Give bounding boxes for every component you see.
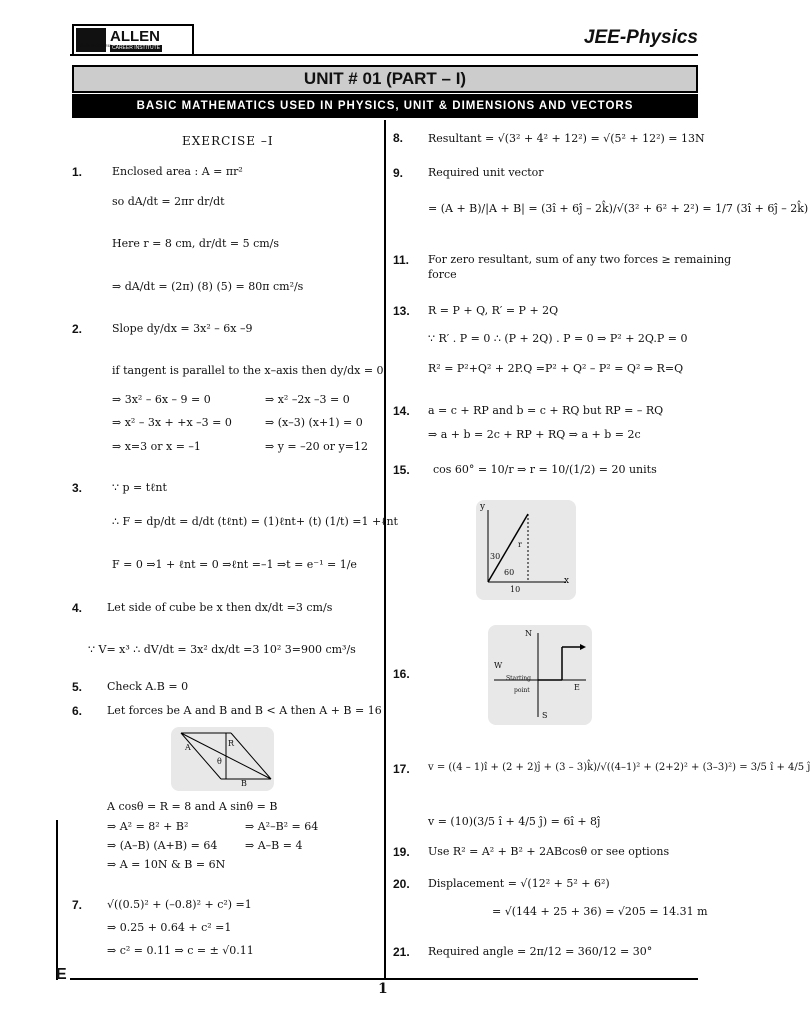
q6-line3: ⇒ A = 10N & B = 6N	[107, 858, 226, 871]
q15-line1: cos 60° = 10/r ⇒ r = 10/(1/2) = 20 units	[433, 463, 657, 476]
q14-line2: ⇒ a + b = 2c + RP + RQ ⇒ a + b = 2c	[428, 428, 641, 441]
q9-line1: Required unit vector	[428, 166, 544, 179]
q14-number: 14.	[393, 404, 410, 418]
q16-fig-point: point	[514, 687, 530, 694]
q1-line1: Enclosed area : A = πr²	[112, 165, 243, 178]
q2-step-a3: ⇒ x=3 or x = –1	[112, 440, 201, 453]
q15-fig-10: 10	[510, 585, 521, 594]
q13-line3: R² = P²+Q² + 2P.Q =P² + Q² – P² = Q² ⇒ R=Q	[428, 362, 684, 375]
q5-number: 5.	[72, 680, 83, 694]
q3-number: 3.	[72, 481, 83, 495]
q15-fig-x: x	[564, 576, 570, 586]
q19-line1: Use R² = A² + B² + 2ABcosθ or see options	[428, 845, 670, 858]
q16-fig-e: E	[574, 683, 580, 692]
q21-line1: Required angle = 2π/12 = 360/12 = 30°	[428, 945, 653, 958]
unit-title: UNIT # 01 (PART – I)	[72, 65, 698, 93]
q5-line1: Check A.B = 0	[107, 680, 189, 693]
q3-line1: ∵ p = tℓnt	[112, 481, 167, 494]
q7-number: 7.	[72, 898, 83, 912]
q2-line1: Slope dy/dx = 3x² – 6x –9	[112, 322, 253, 335]
logo-subtitle: CAREER INSTITUTE	[112, 44, 161, 51]
footer-divider	[70, 978, 698, 980]
q6-line1: Let forces be A and B and B < A then A + B = 16	[107, 704, 382, 717]
q2-step-b2: ⇒ (x–3) (x+1) = 0	[265, 416, 363, 429]
edge-letter: E	[56, 966, 67, 983]
q14-line1: a = c + RP and b = c + RQ but RP = – RQ	[428, 404, 664, 417]
q20-number: 20.	[393, 877, 410, 891]
q6-triangle-diagram	[171, 727, 274, 791]
q2-step-a1: ⇒ 3x² – 6x – 9 = 0	[112, 393, 211, 406]
q6-vector-figure	[171, 727, 274, 791]
q6-step-b1: ⇒ A²–B² = 64	[245, 820, 319, 833]
q15-fig-30: 30	[490, 552, 501, 561]
q6-fig-label-r: R	[228, 739, 235, 748]
q7-line3: ⇒ c² = 0.11 ⇒ c = ± √0.11	[107, 944, 254, 957]
q16-fig-s: S	[542, 711, 548, 720]
q16-fig-starting: Starting	[506, 675, 532, 682]
q2-step-a2: ⇒ x² – 3x + +x –3 = 0	[112, 416, 232, 429]
q13-line2: ∵ R′ . P = 0 ∴ (P + 2Q) . P = 0 ⇒ P² + 2Q.P = 0	[428, 332, 688, 345]
q1-line2: so dA/dt = 2πr dr/dt	[112, 195, 225, 208]
q17-line2: v = (10)(3/5 î + 4/5 ĵ) = 6î + 8ĵ	[428, 815, 601, 828]
q20-line2: = √(144 + 25 + 36) = √205 = 14.31 m	[492, 905, 708, 918]
q6-step-a2: ⇒ (A–B) (A+B) = 64	[107, 839, 218, 852]
q16-fig-n: N	[525, 629, 532, 638]
q2-step-b3: ⇒ y = –20 or y=12	[265, 440, 368, 453]
q4-number: 4.	[72, 601, 83, 615]
q17-number: 17.	[393, 762, 410, 776]
allen-logo	[72, 24, 194, 56]
q17-line1: v = ((4 – 1)î + (2 + 2)ĵ + (3 – 3)k̂)/√((4–1)² + (2+2)² + (3–3)²) = 3/5 î + 4/5 ĵ	[428, 762, 810, 773]
q15-number: 15.	[393, 463, 410, 477]
q16-compass-diagram	[488, 625, 592, 725]
q6-line2: A cosθ = R = 8 and A sinθ = B	[107, 800, 278, 813]
q4-line1: Let side of cube be x then dx/dt =3 cm/s	[107, 601, 333, 614]
page-number: 1	[378, 981, 388, 997]
q19-number: 19.	[393, 845, 410, 859]
q7-line2: ⇒ 0.25 + 0.64 + c² =1	[107, 921, 232, 934]
q6-fig-label-b: B	[241, 779, 247, 788]
q20-line1: Displacement = √(12² + 5² + 6²)	[428, 877, 610, 890]
q6-fig-label-a: A	[185, 743, 191, 752]
header-divider	[70, 54, 698, 56]
q4-line2: ∵ V= x³ ∴ dV/dt = 3x² dx/dt =3 10² 3=900 cm³/s	[88, 643, 356, 656]
q1-number: 1.	[72, 165, 83, 179]
q7-line1: √((0.5)² + (–0.8)² + c²) =1	[107, 898, 252, 911]
q3-line3: F = 0 ⇒1 + ℓnt = 0 ⇒ℓnt =–1 ⇒t = e⁻¹ = 1/e	[112, 558, 357, 571]
q2-line2: if tangent is parallel to the x–axis then dy/dx = 0	[112, 364, 384, 377]
brand-title: JEE-Physics	[583, 27, 698, 48]
q2-number: 2.	[72, 322, 83, 336]
q15-fig-r: r	[518, 540, 522, 549]
q11-number: 11.	[393, 253, 410, 267]
q6-fig-label-theta: θ	[217, 757, 222, 766]
q6-step-a1: ⇒ A² = 8² + B²	[107, 820, 189, 833]
q13-number: 13.	[393, 304, 410, 318]
q16-number: 16.	[393, 667, 410, 681]
q15-fig-y: y	[480, 502, 486, 512]
q21-number: 21.	[393, 945, 410, 959]
q6-number: 6.	[72, 704, 83, 718]
q8-number: 8.	[393, 131, 404, 145]
exercise-title: EXERCISE –I	[182, 134, 274, 148]
q15-fig-60: 60	[504, 568, 515, 577]
q15-triangle-figure	[476, 500, 576, 600]
q9-line2: = (A + B)/|A + B| = (3î + 6ĵ – 2k̂)/√(3² + 6² + 2²) = 1/7 (3î + 6ĵ – 2k̂)	[428, 202, 809, 215]
q1-line4: ⇒ dA/dt = (2π) (8) (5) = 80π cm²/s	[112, 280, 304, 293]
q8-line1: Resultant = √(3² + 4² + 12²) = √(5² + 12²) = 13N	[428, 132, 705, 145]
q6-step-b2: ⇒ A–B = 4	[245, 839, 303, 852]
q2-step-b1: ⇒ x² –2x –3 = 0	[265, 393, 350, 406]
q11-line1: For zero resultant, sum of any two forces ≥ remaining	[428, 253, 732, 266]
q16-compass-figure	[488, 625, 592, 725]
column-divider	[384, 120, 386, 978]
q15-axes-diagram	[476, 500, 576, 600]
q13-line1: R = P + Q, R′ = P + 2Q	[428, 304, 559, 317]
q9-number: 9.	[393, 166, 404, 180]
q1-line3: Here r = 8 cm, dr/dt = 5 cm/s	[112, 237, 280, 250]
q11-line2: force	[428, 268, 457, 281]
edge-bar	[56, 820, 58, 980]
q3-line2: ∴ F = dp/dt = d/dt (tℓnt) = (1)ℓnt+ (t) (1/t) =1 +ℓnt	[112, 515, 398, 528]
q16-fig-w: W	[494, 661, 503, 670]
chapter-subtitle: BASIC MATHEMATICS USED IN PHYSICS, UNIT & DIMENSIONS AND VECTORS	[72, 94, 698, 118]
logo-name: ALLEN	[110, 27, 160, 45]
logo-tagline: Path to Success	[80, 44, 112, 49]
